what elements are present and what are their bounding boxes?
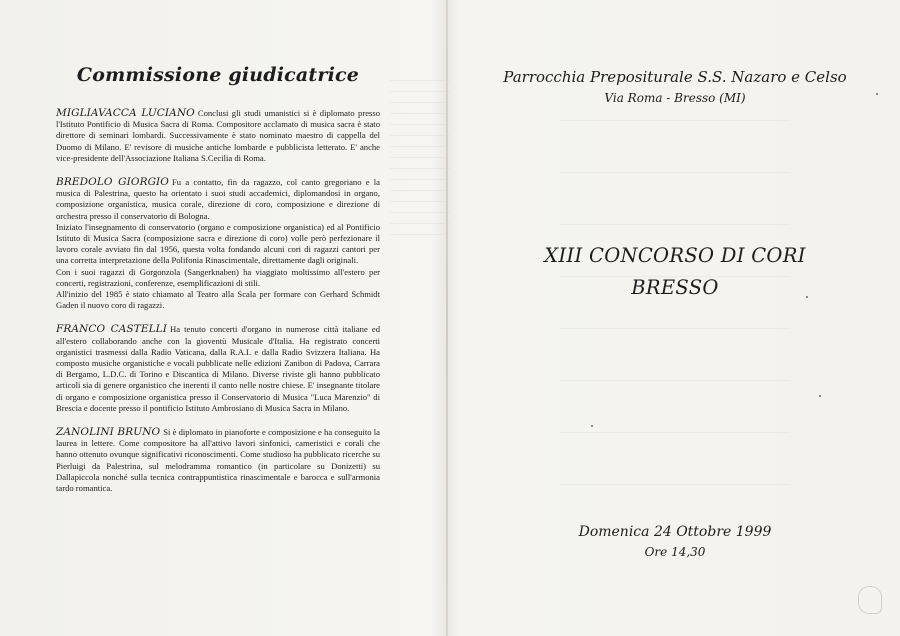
jury-member <box>56 427 380 494</box>
contest-place: BRESSO <box>631 276 719 299</box>
member-name: BREDOLO GIORGIO <box>56 176 170 189</box>
event-date: Domenica 24 Ottobre 1999 <box>578 524 772 540</box>
jury-member <box>56 108 380 164</box>
member-name: FRANCO CASTELLI <box>56 323 167 336</box>
bleed-through-block-right <box>560 120 790 490</box>
member-bio: Ha tenuto concerti d'organo in numerose città italiane ed all'estero collaborando anche con la gioventù Musicale d'Italia. Ha registrato concerti organistici trasmessi dalla Radio Vaticana, dalla R.A.I. e dalla Radio Svizzera Italiana. Ha composto musiche organistiche e vocali pubblicate nelle edizioni Zanibon di Padova, Carrara di Bergamo, L.D.C. di Torino e Discantica di Milano. Diverse riviste gli hanno pubblicato articoli sia di genere organistico che inerenti il canto nelle nostre chiese. E' insegnante titolare di organo e composizione organistica presso il Conservatorio di Musica "Luca Marenzio" di Brescia e docente presso il pontificio Istituto Ambrosiano di Musica Sacra in Milano. <box>56 324 381 413</box>
member-bio: Fu a contatto, fin da ragazzo, col canto gregoriano e la musica di Palestrina, questo ha orientato i suoi studi accademici, diplomandosi in organo, composizione organistica, musica corale, direzione di coro, composizione e direzione di orchestra presso il conservatorio di Bologna. <box>56 177 380 221</box>
jury-member <box>56 177 380 311</box>
member-bio-paragraph: Con i suoi ragazzi di Gorgonzola (Sangerknaben) ha viaggiato moltissimo all'estero per concerti, registrazioni, conferenze, esemplificazioni di stili. <box>56 266 380 288</box>
member-name: ZANOLINI BRUNO <box>56 426 161 439</box>
member-name: MIGLIAVACCA LUCIANO <box>56 107 195 119</box>
contest-title: XIII CONCORSO DI CORI <box>544 244 806 267</box>
corner-stamp <box>858 586 882 614</box>
parish-address: Via Roma - Bresso (MI) <box>604 91 746 105</box>
parish-name: Parrocchia Prepositurale S.S. Nazaro e Celso <box>503 68 847 86</box>
jury-member <box>56 324 380 414</box>
bleed-through-block <box>390 80 450 240</box>
member-bio-paragraph: All'inizio del 1985 è stato chiamato al Teatro alla Scala per formare con Gerhard Schmidt Gaden il nuovo coro di ragazzi. <box>56 289 380 311</box>
ink-speck <box>806 296 808 298</box>
event-time: Ore 14,30 <box>644 545 706 559</box>
ink-speck <box>819 395 821 397</box>
ink-speck <box>876 93 878 95</box>
member-bio-paragraph: Iniziato l'insegnamento di conservatorio (organo e composizione organistica) ed al Pontificio Istituto di Musica Sacra (composizione sacra e direzione di coro) volle però perfezionare il lavoro corale avviato fin dal 1956, questa volta fondando alcuni cori di ragazzi cantori per una corretta interpretazione della Polifonia Rinascimentale, direttamente dagli originali. <box>56 221 380 266</box>
jury-page <box>56 64 380 507</box>
member-bio: Conclusi gli studi umanistici si è diplomato presso l'Istituto Pontificio di Musica Sacra di Roma. Compositore acclamato di musica sacra è stato direttore di seminari lombardi. Successivamente è stato nominato maestro di cappella del Duomo di Milano. E' revisore di musiche antiche lombarde e pubblicista letterato. E' anche vice-presidente dell'Associazione Italiana S.Cecilia di Roma. <box>56 108 380 163</box>
ink-speck <box>591 425 593 427</box>
jury-title: Commissione giudicatrice <box>76 64 360 86</box>
member-bio: Si è diplomato in pianoforte e composizione e ha conseguito la laurea in lettere. Come compositore ha all'attivo lavori sinfonici, cameristici e corali che hanno ottenuto ovunque significativi riconoscimenti. Come studioso ha pubblicato ricerche su Pierluigi da Palestrina, sul melodramma romantico (in particolare su Donizetti) su Dallapiccola nonché sulla tecnica contrappuntistica rinascimentale e barocca e sull'armonia tardo romantica. <box>56 427 380 494</box>
